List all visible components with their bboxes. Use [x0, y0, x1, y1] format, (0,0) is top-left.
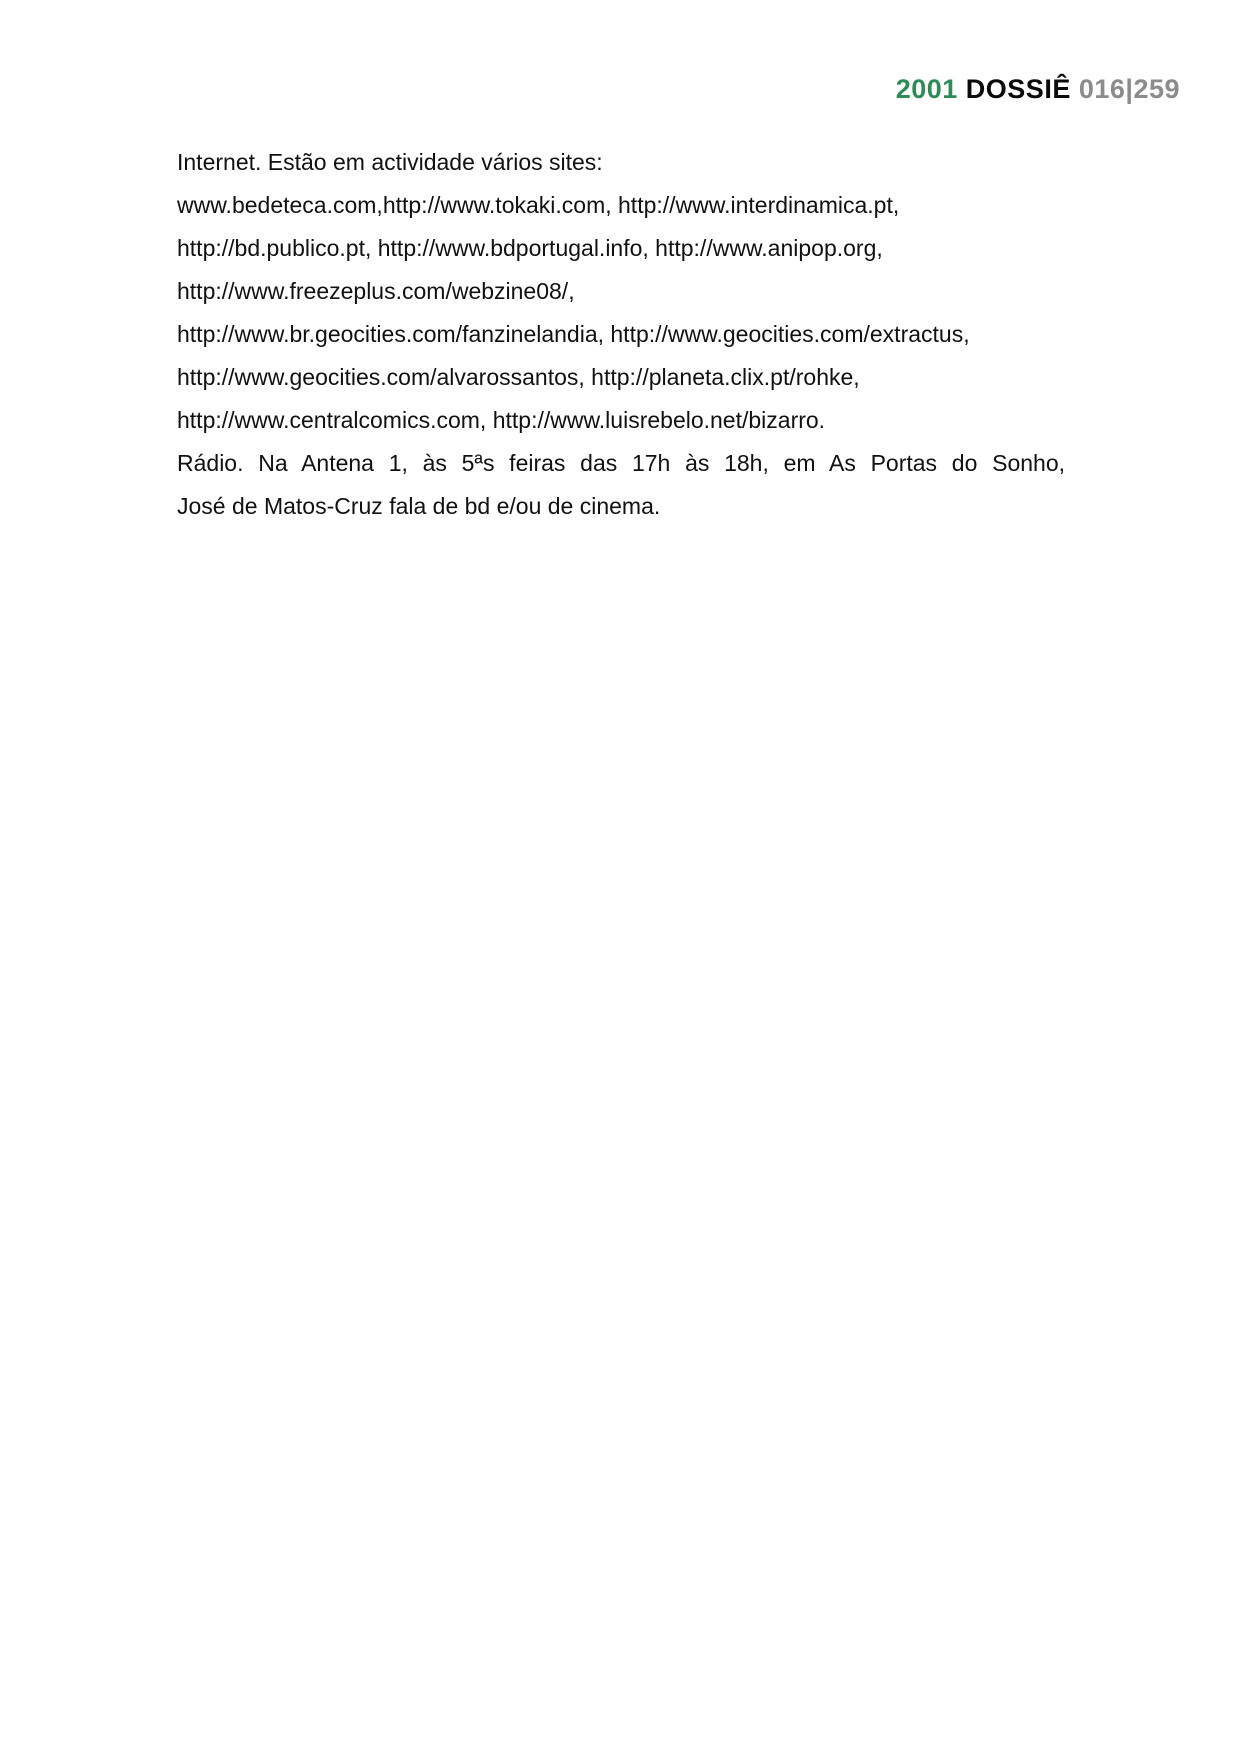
text-line: José de Matos-Cruz fala de bd e/ou de cinema. [177, 493, 661, 519]
text-line: http://www.freezeplus.com/webzine08/, [177, 278, 575, 304]
header-title: DOSSIÊ [965, 74, 1071, 104]
header-year: 2001 [895, 74, 958, 104]
body-text [177, 141, 1065, 528]
text-line: Internet. Estão em actividade vários sites: [177, 149, 603, 175]
text-line: Rádio. Na Antena 1, às 5ªs feiras das 17h às 18h, em As Portas do Sonho, [177, 450, 1065, 476]
text-line: http://bd.publico.pt, http://www.bdportugal.info, http://www.anipop.org, [177, 235, 883, 261]
header-page-number: 016|259 [1078, 74, 1180, 104]
text-line: http://www.br.geocities.com/fanzinelandia, http://www.geocities.com/extractus, [177, 321, 970, 347]
text-line: www.bedeteca.com,http://www.tokaki.com, http://www.interdinamica.pt, [177, 192, 900, 218]
text-line: http://www.geocities.com/alvarossantos, http://planeta.clix.pt/rohke, [177, 364, 860, 390]
text-line: http://www.centralcomics.com, http://www.luisrebelo.net/bizarro. [177, 407, 826, 433]
page-header [896, 74, 1180, 105]
